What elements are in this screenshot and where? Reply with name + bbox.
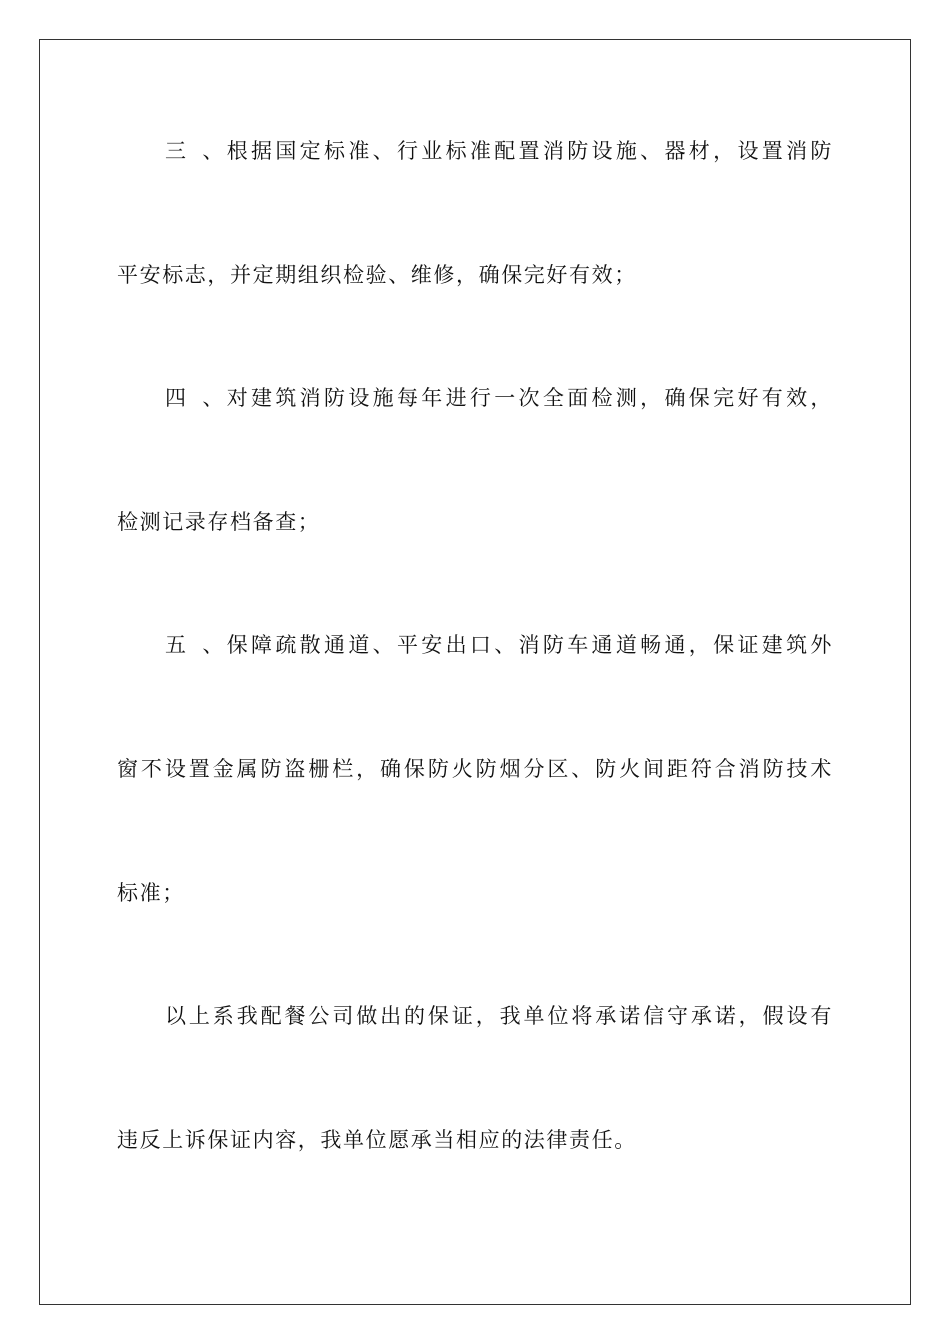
closing-line-1: 以上系我配餐公司做出的保证，我单位将承诺信守承诺，假设有 bbox=[165, 1004, 833, 1028]
item-4-line-1 bbox=[165, 383, 833, 413]
item-3-line-2: 平安标志，并定期组织检验、维修，确保完好有效； bbox=[117, 263, 637, 287]
item-5-line-2: 窗不设置金属防盗栅栏，确保防火防烟分区、防火间距符合消防技术 bbox=[117, 757, 833, 781]
item-3-line-1 bbox=[165, 136, 833, 166]
item-5-line-1 bbox=[165, 630, 833, 660]
item-3-number: 三、 bbox=[165, 139, 225, 163]
item-5-text-1: 保障疏散通道、平安出口、消防车通道畅通，保证建筑外 bbox=[225, 633, 833, 657]
item-4-text-1: 对建筑消防设施每年进行一次全面检测，确保完好有效， bbox=[225, 386, 833, 410]
item-4-line-2: 检测记录存档备查； bbox=[117, 510, 321, 534]
item-3-text-1: 根据国定标准、行业标准配置消防设施、器材，设置消防 bbox=[225, 139, 833, 163]
closing-line-2: 违反上诉保证内容，我单位愿承当相应的法律责任。 bbox=[117, 1128, 637, 1152]
item-4-number: 四、 bbox=[165, 386, 225, 410]
item-5-number: 五、 bbox=[165, 633, 225, 657]
item-5-line-3: 标准； bbox=[117, 881, 185, 905]
page-border bbox=[39, 39, 911, 1305]
